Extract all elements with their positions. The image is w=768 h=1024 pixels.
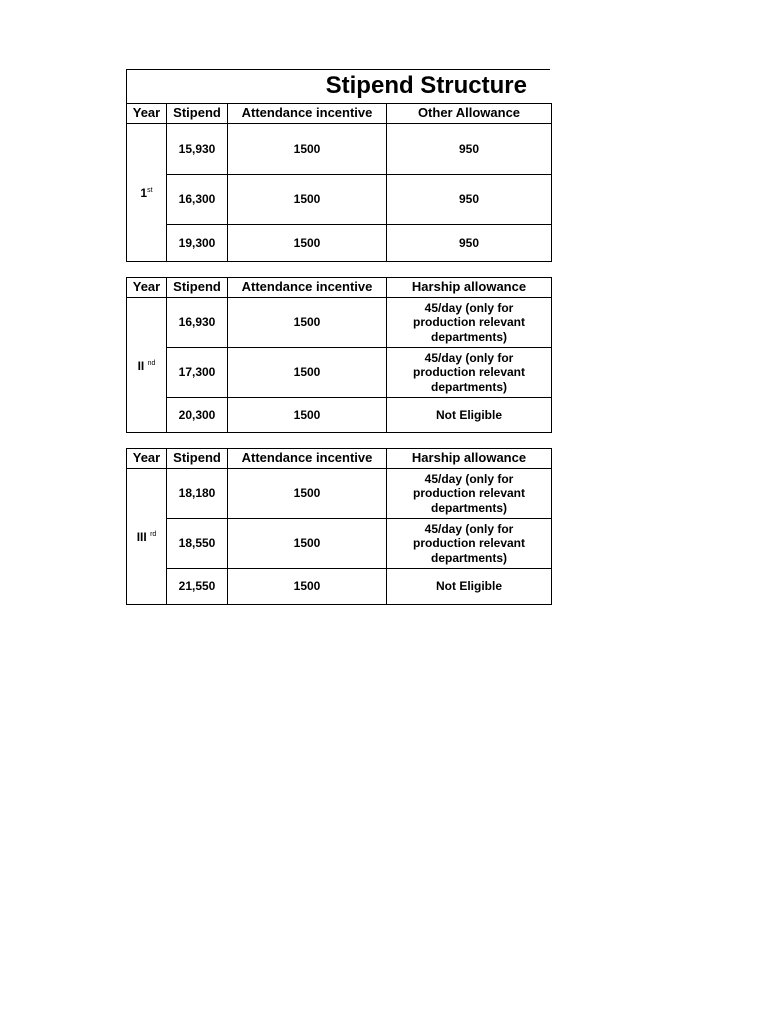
stipend-table-year-3 xyxy=(126,448,552,605)
table-row xyxy=(127,398,552,433)
allowance-cell: 45/day (only for production relevant departments) xyxy=(387,298,552,348)
header-stipend: Stipend xyxy=(167,104,228,124)
year-label: III xyxy=(136,530,147,545)
stipend-cell: 18,550 xyxy=(167,519,228,569)
allowance-cell: 950 xyxy=(387,175,552,225)
table-row xyxy=(127,124,552,175)
year-cell xyxy=(127,298,167,433)
attendance-cell: 1500 xyxy=(228,175,387,225)
stipend-cell: 20,300 xyxy=(167,398,228,433)
attendance-cell: 1500 xyxy=(228,469,387,519)
year-cell xyxy=(127,469,167,605)
stipend-cell: 19,300 xyxy=(167,225,228,262)
header-attendance-incentive: Attendance incentive xyxy=(228,104,387,124)
table-row xyxy=(127,519,552,569)
stipend-cell: 16,300 xyxy=(167,175,228,225)
header-stipend: Stipend xyxy=(167,278,228,298)
attendance-cell: 1500 xyxy=(228,298,387,348)
header-attendance-incentive: Attendance incentive xyxy=(228,449,387,469)
stipend-cell: 16,930 xyxy=(167,298,228,348)
year-suffix: nd xyxy=(147,359,156,367)
page-title: Stipend Structure xyxy=(325,72,527,99)
allowance-cell: 45/day (only for production relevant departments) xyxy=(387,519,552,569)
year-cell xyxy=(127,124,167,262)
header-attendance-incentive: Attendance incentive xyxy=(228,278,387,298)
year-label: 1 xyxy=(140,186,148,201)
table-row xyxy=(127,298,552,348)
stipend-cell: 21,550 xyxy=(167,569,228,605)
table-row xyxy=(127,469,552,519)
header-year: Year xyxy=(127,278,167,298)
table-row xyxy=(127,225,552,262)
allowance-cell: 950 xyxy=(387,225,552,262)
header-year: Year xyxy=(127,449,167,469)
stipend-table-year-1 xyxy=(126,103,552,262)
header-year: Year xyxy=(127,104,167,124)
attendance-cell: 1500 xyxy=(228,124,387,175)
table-row xyxy=(127,175,552,225)
attendance-cell: 1500 xyxy=(228,569,387,605)
table-header-row xyxy=(127,278,552,298)
header-stipend: Stipend xyxy=(167,449,228,469)
stipend-table-year-2 xyxy=(126,277,552,433)
stipend-cell: 15,930 xyxy=(167,124,228,175)
allowance-cell: 45/day (only for production relevant departments) xyxy=(387,469,552,519)
table-header-row xyxy=(127,104,552,124)
table-header-row xyxy=(127,449,552,469)
stipend-cell: 18,180 xyxy=(167,469,228,519)
header-allowance: Other Allowance xyxy=(387,104,552,124)
allowance-cell: 950 xyxy=(387,124,552,175)
header-allowance: Harship allowance xyxy=(387,278,552,298)
allowance-cell: 45/day (only for production relevant departments) xyxy=(387,348,552,398)
attendance-cell: 1500 xyxy=(228,348,387,398)
year-label: II xyxy=(137,358,145,373)
attendance-cell: 1500 xyxy=(228,519,387,569)
allowance-cell: Not Eligible xyxy=(387,569,552,605)
attendance-cell: 1500 xyxy=(228,225,387,262)
attendance-cell: 1500 xyxy=(228,398,387,433)
year-suffix: rd xyxy=(150,531,157,539)
table-row xyxy=(127,348,552,398)
header-allowance: Harship allowance xyxy=(387,449,552,469)
table-row xyxy=(127,569,552,605)
stipend-cell: 17,300 xyxy=(167,348,228,398)
allowance-cell: Not Eligible xyxy=(387,398,552,433)
year-suffix: st xyxy=(147,187,153,195)
title-box xyxy=(126,69,550,103)
